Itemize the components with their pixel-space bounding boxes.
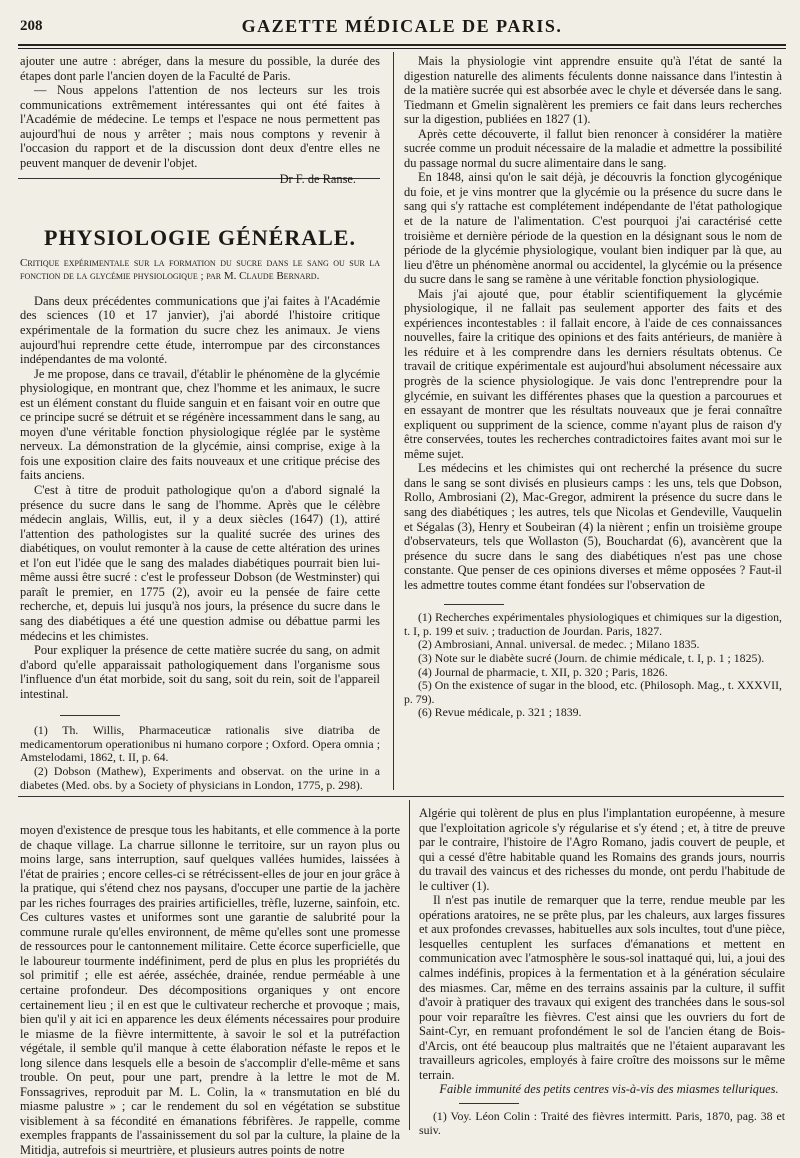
announcement-paragraph: — Nous appelons l'attention de nos lecteurs sur les trois communications extrêmement intéressantes qui ont été faites à l'Académie de médecine. Le temps et l'espace ne nous permettent pas aujourd'hui de nous y arrêter ; mais nous comptons y revenir à l'occasion du rapport et de la discussion dont deux d'entre elles ne peuvent manquer de devenir l'objet. [20, 83, 380, 170]
footnote: (5) On the existence of sugar in the blood, etc. (Philosoph. Mag., t. XXXVII, p. 79). [404, 678, 782, 706]
footnote: (4) Journal de pharmacie, t. XII, p. 320 ; Paris, 1826. [418, 664, 668, 679]
header-rule [18, 44, 786, 46]
body-paragraph: Après cette découverte, il fallut bien renoncer à considérer la matière sucrée comme un produit nécessaire de la maladie et admettre la possibilité du passage normal du sucre alimentaire dans le sang. [404, 126, 782, 170]
footnote: (3) Note sur le diabète sucré (Journ. de chimie médicale, t. I, p. 1 ; 1825). [418, 651, 765, 666]
body-paragraph: Algérie qui tolèrent de plus en plus l'implantation européenne, à mesure que l'exploitation agricole s'y régularise et s'y étend ; et, à titre de preuve par le contraire, l'histoire de l'Agro Romano, jadis couvert de peuple, et qui a cessé d'être habitable quand les Romains des grands jours, nourris du travail des vaincus et des richesses du monde, ont perdu l'habitude de le cultiver (1). [419, 806, 785, 893]
body-paragraph: Il n'est pas inutile de remarquer que la terre, rendue meuble par les opérations aratoires, ne se prête plus, par les chaleurs, aux larges fissures et aux profondes crevasses, habituelles aux sols incultes, tout d'une pièce, lesquelles centuplent les surfaces d'émanations et mettent en communication avec l'atmosphère le sous-sol inattaqué qui, lui, a joui des calmes indéfinis, propices à la fermentation et à la génération séculaire des miasmes. Car, même en des terrains assainis par la culture, il suffit d'avoir à pratiquer des travaux qui exigent des tranchées dans le sous-sol pour voir reparaître les fièvres. C'est ainsi que les ouvriers du fort de Saint-Cyr, en remuant profondément le sol de l'ancien étang de Bois-d'Arcis, ont été beaucoup plus maltraités que ne l'étaient auparavant les travailleurs agricoles, employés à faire croître des moissons sur le même terrain. [419, 893, 785, 1082]
subsection-heading: Faible immunité des petits centres vis-à-vis des miasmes telluriques. [439, 1082, 779, 1097]
page-break-rule [18, 796, 784, 797]
footnote: (1) Voy. Léon Colin : Traité des fièvres intermitt. Paris, 1870, pag. 38 et suiv. [419, 1108, 785, 1137]
footnote: (1) Recherches expérimentales physiologiques et chimiques sur la digestion, t. I, p. 199 et suiv. ; traduction de Jourdan. Paris, 1827. [404, 610, 782, 638]
bottom-left-column [20, 823, 400, 1158]
column-divider-bottom [409, 800, 410, 1130]
footnote: (6) Revue médicale, p. 321 ; 1839. [418, 705, 582, 720]
running-header [20, 14, 784, 40]
journal-title: GAZETTE MÉDICALE DE PARIS. [241, 16, 563, 36]
body-paragraph: Je me propose, dans ce travail, d'établir le phénomène de la glycémie physiologique, en montrant que, chez l'homme et les animaux, le sucre est un élément constant du fluide sanguin et en faisant voir en outre que ce principe sucré se détruit et se régénère incessamment dans le sang, au moyen d'une véritable fonction physiologique réglée par le système nerveux. La démonstration de la glycémie, ainsi comprise, exige à la fois une exposition claire des faits nouveaux et une critique précise des faits anciens. [20, 366, 380, 483]
body-paragraph: En 1848, ainsi qu'on le sait déjà, je découvris la fonction glycogénique du foie, et je vins montrer que la glycémie ou la présence du sucre dans le sang qui s'y rattache est complétement indépendante de l'état pathologique et de la nature de l'alimentation. C'est pourquoi j'ai caractérisé cette troisième et dernière période de la question en la désignant sous le nom de période de la glycémie physiologique, voulant bien indiquer par là que, au lieu d'être un phénomène anormal ou accidentel, la glycémie ou la présence du sucre dans le sang se ramène à une véritable fonction physiologique. [404, 170, 782, 287]
bottom-right-column [419, 806, 785, 1137]
notes-rule [444, 604, 504, 605]
page-number: 208 [20, 18, 43, 34]
notes-rule [459, 1103, 519, 1104]
footnote: (1) Th. Willis, Pharmaceuticæ rationalis sive diatriba de medicamentorum operationibus ni humano corpore ; Oxford. Opera omnia ; Amstelodami, 1862, t. II, p. 64. [20, 723, 380, 765]
body-paragraph: Dans deux précédentes communications que j'ai faites à l'Académie des sciences (10 et 17 janvier), j'ai abordé l'histoire critique expérimentale de la formation du sucre chez les animaux. Je viens aujourd'hui reprendre cette étude, interrompue par des circonstances indépendantes de ma volonté. [20, 293, 380, 367]
section-title: PHYSIOLOGIE GÉNÉRALE. [44, 224, 356, 250]
right-footnotes [404, 611, 782, 720]
body-paragraph: Mais j'ai ajouté que, pour établir scientifiquement la glycémie physiologique, il ne fallait pas seulement apporter des faits et des expériences incontestables : il fallait encore, à l'aide de ces connaissances nouvelles, faire la critique des opinions et des faits antérieurs, de manière à les réduire et à les comprendre dans les derniers résultats obtenus. Ce travail de critique expérimentale est aujourd'hui absolument nécessaire aux progrès de la science physiologique. Je vais donc l'entreprendre pour la glycémie, en suivant les différentes phases que la question a parcourues et en essayant de montrer que les résultats nouveaux que je ferai connaître expliquent ou suppriment de la science, comme n'ayant plus de raison d'y être conservées, toutes les recherches contradictoires faites avant moi sur le même sujet. [404, 286, 782, 461]
body-paragraph: C'est à titre de produit pathologique qu'on a d'abord signalé la présence du sucre dans le sang de l'homme. Après que le célèbre médecin anglais, Willis, eut, il y a deux siècles (1647) (1), attiré l'attention des pathologistes sur la qualité sucrée des urines des diabétiques, on voulut remonter à la cause de cette altération des urines et l'on eut l'idée que le sang des malades diabétiques pourrait bien lui-même aussi être sucré : c'est le professeur Dobson (de Westminster) qui paraît le premier, en 1775 (2), avoir eu la pensée de faire cette recherche, et, depuis lui jusqu'à nos jours, la présence du sucre dans le sang des diabétiques a été une question admise ou débattue parmi les médecins et les chimistes. [20, 483, 380, 643]
footnote: (2) Ambrosiani, Annal. universal. de medec. ; Milano 1835. [418, 637, 700, 652]
left-column [20, 54, 380, 792]
column-divider-top [393, 52, 394, 790]
body-paragraph: Les médecins et les chimistes qui ont recherché la présence du sucre dans le sang se sont divisés en plusieurs camps : les uns, tels que Dobson, Rollo, Ambrosiani (2), Mac-Gregor, admirent la présence du sucre dans le sang des diabétiques ; les autres, tels que Nicolas et Gendeville, Vauquelin et Ségalas (3), Henry et Soubeiran (4) la nièrent ; enfin un troisième groupe d'observateurs, tels que Wollaston (5), Bouchardat (6), avancèrent que la présence du sucre dans le sang des diabétiques n'est pas une chose constante. Que penser de ces opinions diverses et même opposées ? Faut-il les admettre toutes comme étant fondées sur l'observation de [404, 461, 782, 592]
body-paragraph: Mais la physiologie vint apprendre ensuite qu'à l'état de santé la digestion naturelle des aliments féculents donne naissance dans l'intestin à de la matière sucrée qui est absorbée avec le chyle et déversée dans le sang. Tiedmann et Gmelin signalèrent les premiers ce fait dans leurs recherches sur la digestion, publiées en 1827 (1). [404, 54, 782, 127]
article-subtitle: Critique expérimentale sur la formation du sucre dans le sang ou sur la fonction de la glycémie physiologique ; par M. Claude Bernard. [20, 256, 380, 283]
right-column [404, 54, 782, 720]
header-rule-thin [18, 48, 786, 49]
notes-rule [60, 715, 120, 716]
left-footnotes [20, 724, 380, 792]
signature: Dr F. de Ranse. [279, 172, 356, 187]
body-paragraph: Pour expliquer la présence de cette matière sucrée du sang, on admit d'abord qu'elle apparaissait pathologiquement dans l'organisme sous l'influence d'un état morbide, soit du sang, soit du rein, soit de l'appareil intestinal. [20, 643, 380, 701]
body-paragraph: moyen d'existence de presque tous les habitants, et elle commence à la porte de chaque village. La charrue sillonne le territoire, sur un rayon plus ou moins large, sans interruption, sauf quelques vallées humides, laissées à l'état de prairies ; encore celles-ci se rétrécissent-elles de jour en jour grâce à la pratique, qui s'étend chez nos paysans, d'occuper une partie de la jachère par les riches fourrages des prairies artificielles, trèfle, luzerne, sainfoin, etc. Ces cultures vastes et uniformes sont une garantie de salubrité pour la commune rurale qu'elles environnent, de même qu'elles sont une promesse de ressources pour le cantonnement militaire. Cette écorce superficielle, que le laboureur tourmente indéfiniment, perd de plus en plus les propriétés du sol primitif ; elle est aérée, asséchée, drainée, rendue perméable à une certaine profondeur. Des décompositions organiques y ont encore certainement lieu ; il en est que le cultivateur recherche et provoque ; mais, bien qu'il y ait ici en apparence les deux éléments nécessaires pour produire le miasme de la fièvre intermittente, à savoir le sol et la putréfaction végétale, il semble qu'il manque à cette élaboration néfaste le repos et le long silence dans lesquels elle a besoin de s'accomplir d'elle-même et sans trouble. On peut, pour une part, prendre à la lettre le mot de M. Fonssagrives, reproduit par M. L. Colin, la « transmutation en blé du miasme palustre » ; car le rendement du sol en végétation se substitue visiblement à sa fécondité en émanations fébrifères. Je rappelle, comme exemples frappants de l'assainissement du sol par la culture, la plaine de la Mitidja, autrefois si meurtrière, et plusieurs autres points de notre [20, 823, 400, 1158]
left-top-paragraph: ajouter une autre : abréger, dans la mesure du possible, la durée des étapes dont parle l'ancien doyen de la Faculté de Paris. [20, 54, 380, 83]
footnote: (2) Dobson (Mathew), Experiments and observat. on the urine in a diabetes (Med. obs. by a Society of physicians in London, 1775, p. 298). [20, 764, 380, 792]
bottom-footnote [419, 1110, 785, 1137]
